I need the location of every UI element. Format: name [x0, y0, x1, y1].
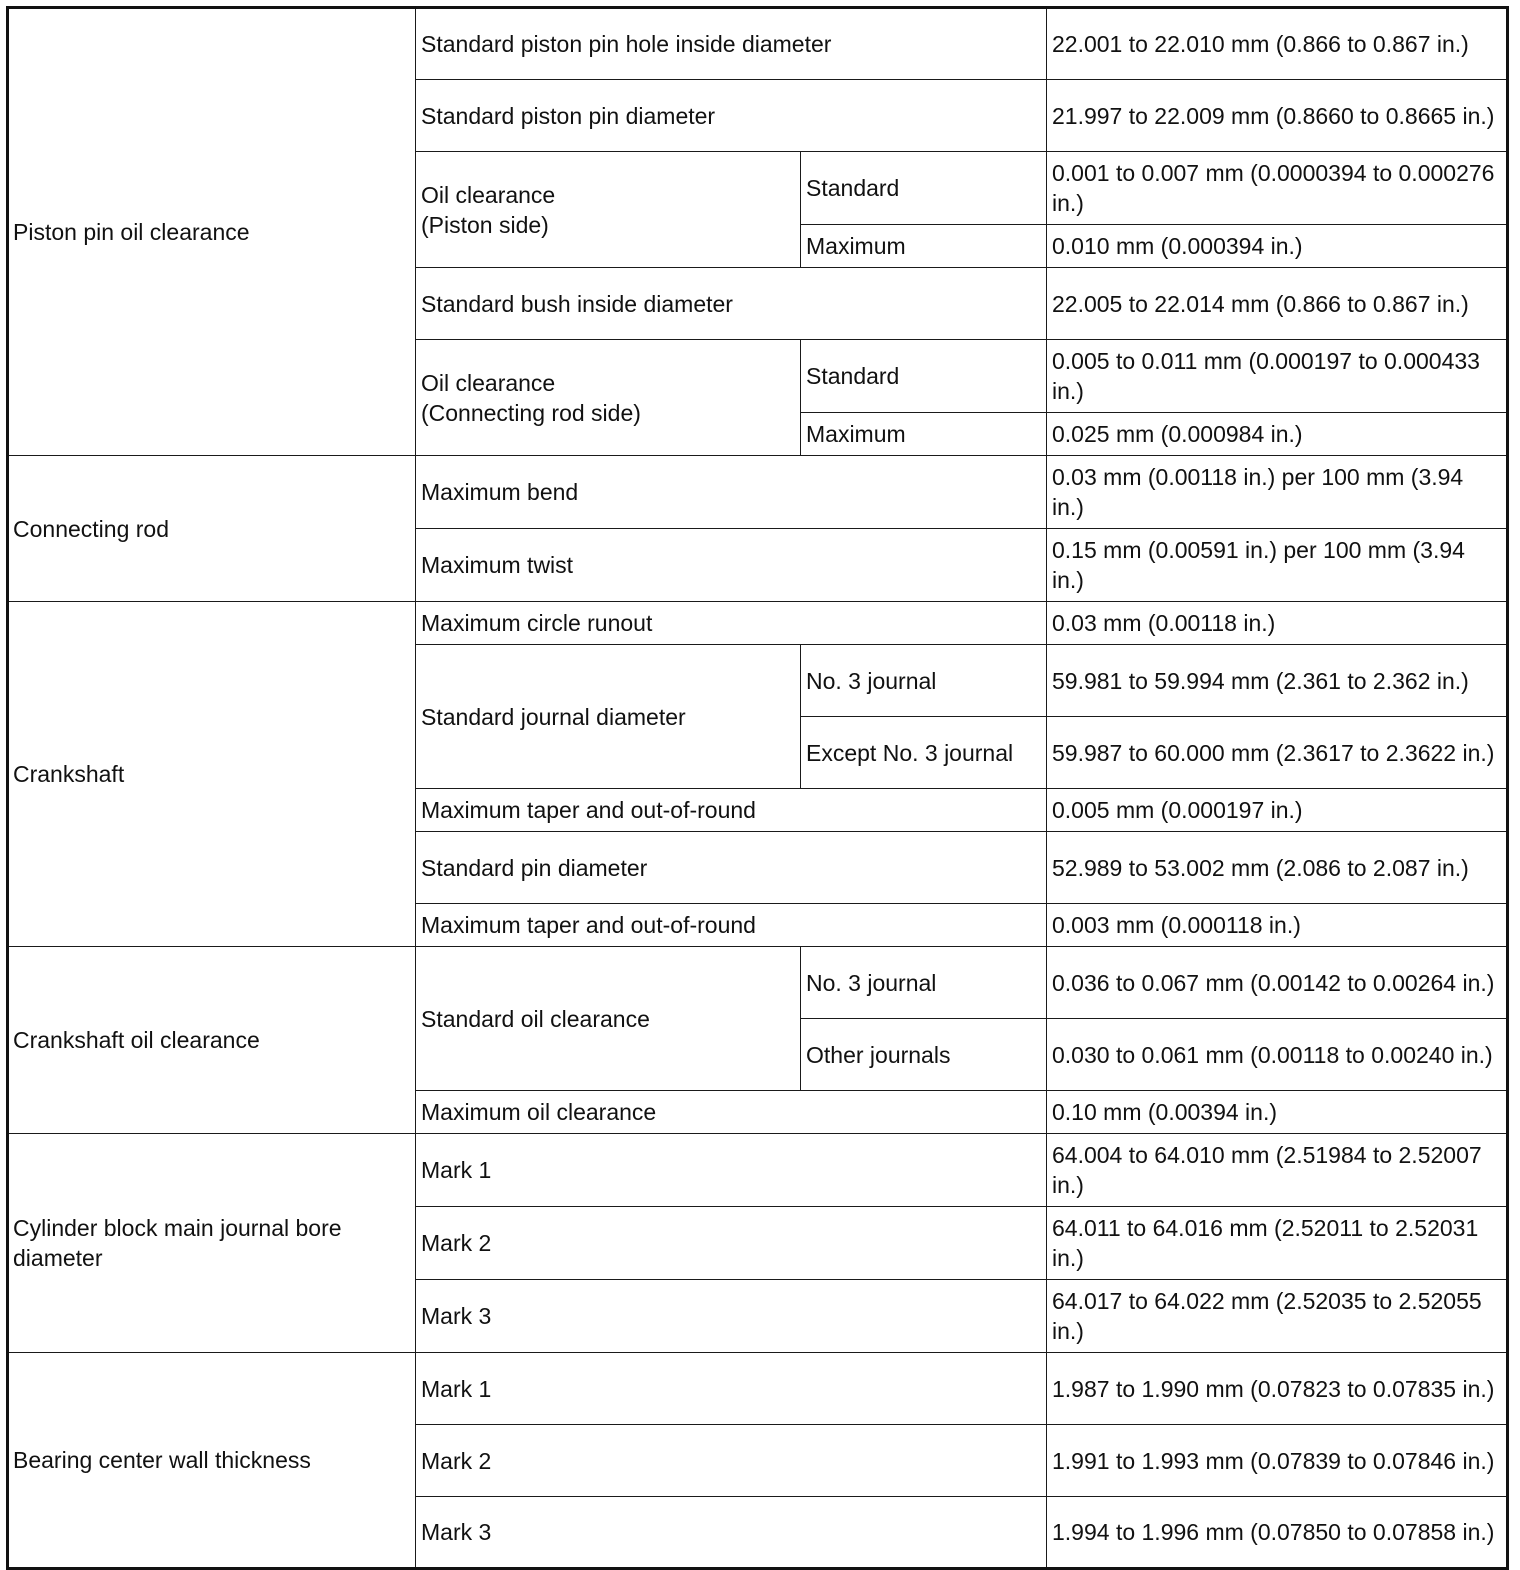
item-label-oil-clearance-rod-side: [416, 340, 801, 456]
spec-value: 0.15 mm (0.00591 in.) per 100 mm (3.94 in.): [1047, 529, 1508, 602]
spec-value: 64.011 to 64.016 mm (2.52011 to 2.52031 in.): [1047, 1207, 1508, 1280]
item-label: Mark 1: [416, 1353, 1047, 1425]
sub-item-label: Other journals: [801, 1019, 1047, 1091]
sub-item-label: Except No. 3 journal: [801, 717, 1047, 789]
item-label: Maximum bend: [416, 456, 1047, 529]
spec-value: 52.989 to 53.002 mm (2.086 to 2.087 in.): [1047, 832, 1508, 904]
category-crankshaft-oil-clearance: Crankshaft oil clearance: [8, 947, 416, 1134]
category-bearing-wall-thickness: Bearing center wall thickness: [8, 1353, 416, 1569]
item-label-line: Oil clearance: [421, 181, 556, 208]
spec-table-container: [6, 6, 1509, 1570]
sub-item-label: Maximum: [801, 225, 1047, 268]
sub-item-label: Maximum: [801, 413, 1047, 456]
spec-value: 59.981 to 59.994 mm (2.361 to 2.362 in.): [1047, 645, 1508, 717]
item-label: Maximum circle runout: [416, 602, 1047, 645]
item-label: Maximum taper and out-of-round: [416, 789, 1047, 832]
item-label: Mark 2: [416, 1207, 1047, 1280]
sub-item-label: No. 3 journal: [801, 645, 1047, 717]
spec-value: 0.025 mm (0.000984 in.): [1047, 413, 1508, 456]
spec-value: 0.010 mm (0.000394 in.): [1047, 225, 1508, 268]
category-block-bore-diameter: Cylinder block main journal bore diameter: [8, 1134, 416, 1353]
category-connecting-rod: Connecting rod: [8, 456, 416, 602]
item-label: Mark 3: [416, 1497, 1047, 1569]
spec-value: 22.005 to 22.014 mm (0.866 to 0.867 in.): [1047, 268, 1508, 340]
sub-item-label: Standard: [801, 340, 1047, 413]
item-label: Mark 1: [416, 1134, 1047, 1207]
spec-value: 1.987 to 1.990 mm (0.07823 to 0.07835 in.): [1047, 1353, 1508, 1425]
table-row: [8, 1353, 1508, 1425]
spec-value: 0.03 mm (0.00118 in.) per 100 mm (3.94 in.): [1047, 456, 1508, 529]
table-row: [8, 947, 1508, 1019]
item-label: Mark 2: [416, 1425, 1047, 1497]
table-row: [8, 1134, 1508, 1207]
item-label: Maximum oil clearance: [416, 1091, 1047, 1134]
spec-value: 21.997 to 22.009 mm (0.8660 to 0.8665 in.): [1047, 80, 1508, 152]
spec-value: 0.03 mm (0.00118 in.): [1047, 602, 1508, 645]
item-label: Standard journal diameter: [416, 645, 801, 789]
sub-item-label: Standard: [801, 152, 1047, 225]
spec-value: 0.10 mm (0.00394 in.): [1047, 1091, 1508, 1134]
category-piston-pin-oil-clearance: Piston pin oil clearance: [8, 8, 416, 456]
spec-value: 1.991 to 1.993 mm (0.07839 to 0.07846 in.): [1047, 1425, 1508, 1497]
item-label: Standard piston pin diameter: [416, 80, 1047, 152]
item-label: Mark 3: [416, 1280, 1047, 1353]
table-row: [8, 8, 1508, 80]
item-label: Maximum twist: [416, 529, 1047, 602]
item-label: Standard oil clearance: [416, 947, 801, 1091]
spec-value: 0.001 to 0.007 mm (0.0000394 to 0.000276 in.): [1047, 152, 1508, 225]
spec-value: 64.004 to 64.010 mm (2.51984 to 2.52007 in.): [1047, 1134, 1508, 1207]
item-label-line: (Connecting rod side): [421, 399, 641, 426]
spec-value: 0.036 to 0.067 mm (0.00142 to 0.00264 in.): [1047, 947, 1508, 1019]
spec-value: 0.003 mm (0.000118 in.): [1047, 904, 1508, 947]
specification-table: [6, 6, 1509, 1570]
table-row: [8, 602, 1508, 645]
spec-value: 0.005 to 0.011 mm (0.000197 to 0.000433 in.): [1047, 340, 1508, 413]
sub-item-label: No. 3 journal: [801, 947, 1047, 1019]
item-label-line: (Piston side): [421, 211, 549, 238]
item-label: Standard piston pin hole inside diameter: [416, 8, 1047, 80]
spec-value: 0.030 to 0.061 mm (0.00118 to 0.00240 in.): [1047, 1019, 1508, 1091]
item-label: Maximum taper and out-of-round: [416, 904, 1047, 947]
item-label: Standard pin diameter: [416, 832, 1047, 904]
spec-value: 64.017 to 64.022 mm (2.52035 to 2.52055 in.): [1047, 1280, 1508, 1353]
spec-value: 22.001 to 22.010 mm (0.866 to 0.867 in.): [1047, 8, 1508, 80]
item-label-line: Oil clearance: [421, 369, 556, 396]
spec-value: 0.005 mm (0.000197 in.): [1047, 789, 1508, 832]
table-row: [8, 456, 1508, 529]
item-label: Standard bush inside diameter: [416, 268, 1047, 340]
spec-value: 1.994 to 1.996 mm (0.07850 to 0.07858 in.): [1047, 1497, 1508, 1569]
category-crankshaft: Crankshaft: [8, 602, 416, 947]
item-label-oil-clearance-piston-side: [416, 152, 801, 268]
spec-value: 59.987 to 60.000 mm (2.3617 to 2.3622 in.): [1047, 717, 1508, 789]
